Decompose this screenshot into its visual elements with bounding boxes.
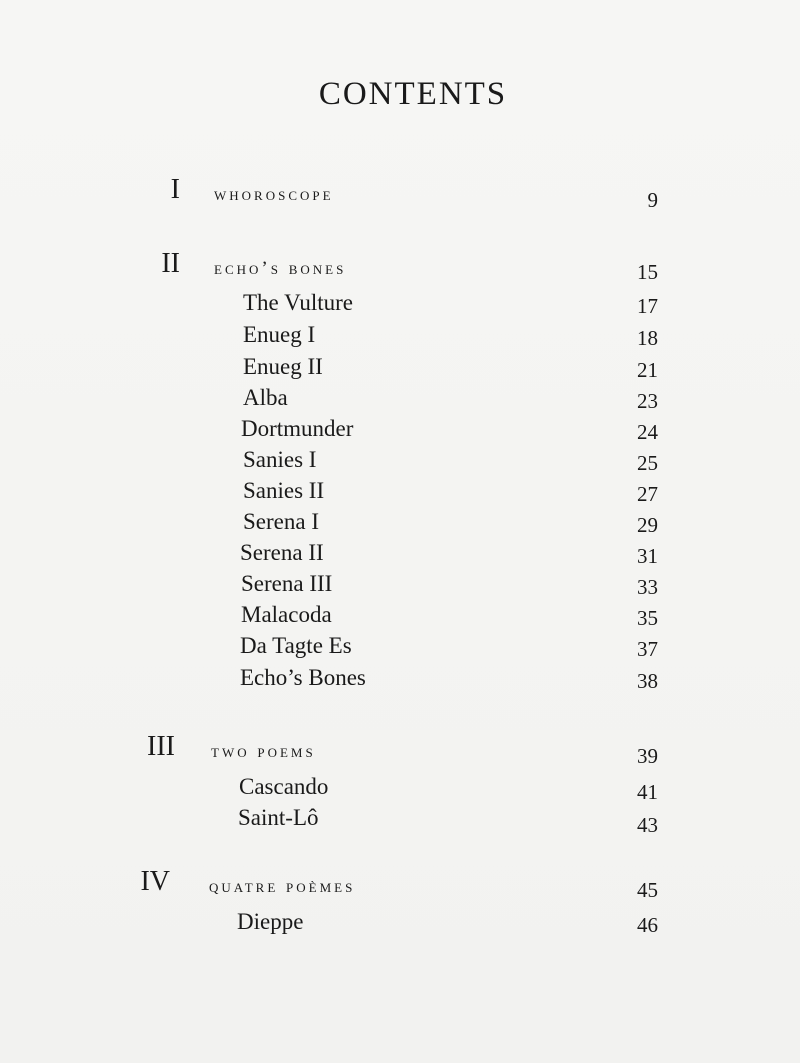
page-number: 35 — [637, 606, 658, 630]
list-item[interactable] — [0, 290, 800, 322]
entry-title: Saint-Lô — [238, 805, 319, 830]
entry-title: The Vulture — [243, 290, 353, 315]
entry-title: Enueg I — [243, 322, 316, 347]
page-number: 23 — [637, 389, 658, 413]
part-numeral: I — [170, 174, 180, 205]
part-title: echo’s bones — [214, 258, 347, 279]
page-number: 25 — [637, 451, 658, 475]
list-item[interactable] — [0, 805, 800, 837]
page-number: 45 — [637, 878, 658, 902]
list-item[interactable] — [0, 774, 800, 806]
list-item[interactable] — [0, 665, 800, 697]
page-number: 37 — [637, 637, 658, 661]
page-number: 29 — [637, 513, 658, 537]
part-title: quatre poèmes — [209, 876, 356, 897]
list-item[interactable] — [0, 416, 800, 448]
entry-title: Serena I — [243, 509, 319, 534]
list-item[interactable] — [0, 354, 800, 386]
list-item[interactable] — [0, 633, 800, 665]
entry-title: Dortmunder — [241, 416, 354, 441]
list-item[interactable] — [0, 602, 800, 634]
list-item[interactable] — [0, 909, 800, 941]
entry-title: Serena II — [240, 540, 324, 565]
entry-title: Dieppe — [237, 909, 304, 934]
list-item[interactable] — [0, 540, 800, 572]
part-title: whoroscope — [214, 184, 334, 205]
page-number: 41 — [637, 780, 658, 804]
part-title: two poems — [211, 741, 316, 762]
page-number: 17 — [637, 294, 658, 318]
list-item[interactable] — [0, 447, 800, 479]
page-number: 15 — [637, 260, 658, 284]
list-item[interactable] — [0, 322, 800, 354]
part-numeral: IV — [140, 866, 170, 897]
entry-title: Sanies I — [243, 447, 317, 472]
entry-title: Cascando — [239, 774, 329, 799]
page-number: 39 — [637, 744, 658, 768]
page-number: 24 — [637, 420, 658, 444]
entry-title: Sanies II — [243, 478, 325, 503]
page-title: CONTENTS — [318, 76, 508, 112]
entry-title: Serena III — [241, 571, 333, 596]
page-number: 21 — [637, 358, 658, 382]
page-number: 46 — [637, 913, 658, 937]
list-item[interactable] — [0, 478, 800, 510]
list-item[interactable] — [0, 509, 800, 541]
entry-title: Echo’s Bones — [240, 665, 366, 690]
page-number: 9 — [647, 188, 658, 212]
page-number: 33 — [637, 575, 658, 599]
part-numeral: III — [147, 731, 175, 762]
entry-title: Enueg II — [243, 354, 323, 379]
page-number: 27 — [637, 482, 658, 506]
entry-title: Da Tagte Es — [240, 633, 352, 658]
page-number: 18 — [637, 326, 658, 350]
list-item[interactable] — [0, 385, 800, 417]
list-item[interactable] — [0, 571, 800, 603]
part-numeral: II — [161, 248, 180, 279]
page-number: 31 — [637, 544, 658, 568]
page-number: 38 — [637, 669, 658, 693]
entry-title: Malacoda — [241, 602, 332, 627]
entry-title: Alba — [243, 385, 288, 410]
page-number: 43 — [637, 813, 658, 837]
